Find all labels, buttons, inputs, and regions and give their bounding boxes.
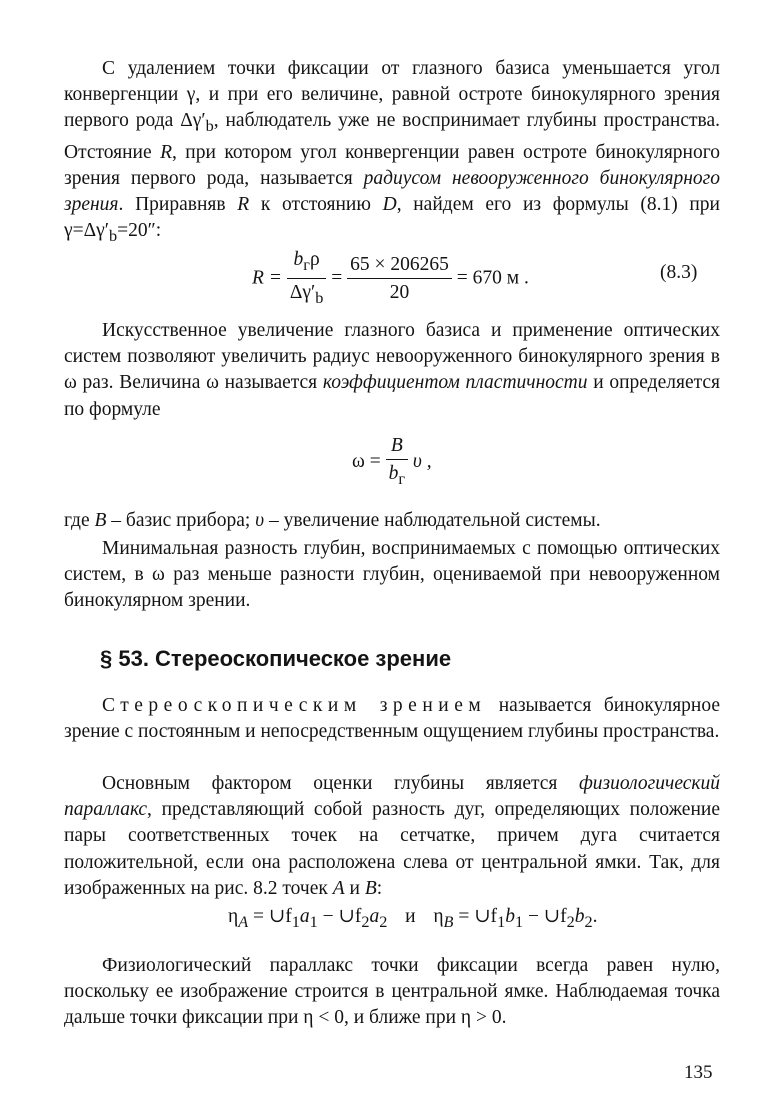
eta: η: [433, 906, 444, 927]
formula-8-3: [252, 248, 529, 310]
text: = ∪f: [248, 906, 292, 927]
sub: 1: [291, 912, 300, 931]
frac-num: 65 × 206265: [347, 253, 452, 279]
paragraph-where: [64, 508, 720, 534]
text: и определяется по формуле: [64, 372, 720, 420]
text: =20″:: [117, 220, 162, 242]
text: , найдем его из формулы (8.1) при γ=Δγ′: [64, 193, 720, 242]
formula-lhs: R =: [252, 267, 282, 289]
text: a: [369, 906, 380, 927]
frac-den: Δγ′: [289, 281, 316, 303]
text: , представляющий собой разность дуг, определяющих положение пары соответственных точек на сетчатке, причем дуга считается положительной, если она расположена слева от центральной ямки. Так, для изображенных на рис. 8.2 точек: [64, 799, 720, 899]
paragraph-parallax: [64, 771, 720, 902]
text: и: [344, 877, 365, 899]
section-heading: § 53. Стереоскопическое зрение: [100, 646, 452, 671]
paragraph-plasticity: [64, 318, 720, 423]
formula-lhs: ω =: [352, 450, 381, 472]
eta: η: [228, 906, 239, 927]
frac-num-sub: г: [303, 255, 310, 274]
formula-rhs: υ ,: [412, 450, 432, 472]
subscript: b: [109, 227, 118, 245]
frac-num: B: [386, 434, 408, 460]
text: = ∪f: [453, 906, 498, 927]
text: – увеличение наблюдательной системы.: [264, 510, 601, 531]
text: , наблюдатель уже не воспринимает глубины пространства. Отстояние: [64, 110, 720, 163]
text: . Приравняв: [118, 193, 238, 215]
text: a: [299, 906, 310, 927]
frac-den-sub: г: [398, 469, 406, 488]
text: .: [592, 906, 598, 927]
sub-A: A: [238, 912, 249, 931]
text: − ∪f: [523, 906, 567, 927]
equals: =: [331, 267, 343, 289]
term-parallax: физиологический параллакс: [64, 773, 720, 821]
term-plasticity: коэффициентом пластичности: [322, 372, 588, 394]
paragraph-fixation: Физиологический параллакс точки фиксации всегда равен нулю, поскольку ее изображение строится в центральной ямке. Наблюдаемая точка дальше точки фиксации при η < 0, и ближе при η > 0.: [64, 955, 720, 1029]
text: – базис прибора;: [106, 510, 256, 531]
paragraph-min-depth: Минимальная разность глубин, воспринимаемых с помощью оптических систем, в ω раз меньше разности глубин, оцениваемой при невооруженном бинокулярном зрении.: [64, 538, 720, 612]
sub: 2: [361, 912, 370, 931]
symbol-D: D: [382, 193, 397, 215]
sub: 1: [309, 912, 318, 931]
text: к отстоянию: [249, 193, 383, 215]
formula-omega: [352, 434, 432, 491]
sub: 2: [379, 912, 388, 931]
text: С удалением точки фиксации от глазного базиса уменьшается угол конвергенции γ, и при его величине, равной остроте бинокулярного зрения первого рода Δγ′: [64, 58, 720, 132]
fraction: [347, 253, 452, 305]
text: где: [64, 510, 95, 531]
sub: 1: [497, 912, 506, 931]
text: Основным фактором оценки глубины является: [102, 773, 579, 794]
sub: 2: [566, 912, 575, 931]
symbol-R: R: [237, 193, 250, 215]
term-stereo: Стереоскопическим зрением: [102, 695, 487, 716]
page-number: 135: [684, 1062, 713, 1083]
symbol-R: R: [160, 141, 172, 163]
frac-num: b: [293, 249, 304, 270]
fraction: [287, 248, 327, 310]
equation-number: (8.3): [660, 262, 698, 283]
paragraph-convergence: [64, 56, 720, 249]
sub: 2: [584, 912, 593, 931]
and: и: [405, 906, 416, 927]
subscript: b: [205, 117, 214, 136]
symbol-B: B: [364, 877, 377, 899]
frac-den: 20: [389, 281, 410, 303]
paragraph-stereo-definition: [64, 693, 720, 745]
text: b: [574, 906, 585, 927]
text: называется бинокулярное зрение с постоянным и непосредственным ощущением глубины пространства.: [64, 695, 720, 743]
text: b: [505, 906, 515, 927]
sub: 1: [514, 912, 524, 931]
formula-result: = 670 м .: [456, 267, 529, 289]
fraction: [386, 434, 408, 491]
formula-parallax: [228, 905, 598, 934]
frac-den: b: [388, 463, 399, 484]
term-radius: радиусом невооруженного бинокулярного зрения: [64, 167, 720, 215]
text: :: [376, 877, 383, 899]
symbol-A: A: [332, 877, 345, 899]
frac-den-sub: b: [315, 288, 324, 307]
sub-B: B: [443, 912, 454, 931]
symbol-v: υ: [255, 510, 265, 531]
rho: ρ: [309, 249, 320, 270]
text: , при котором угол конвергенции равен остроте бинокулярного зрения первого рода, называется: [64, 141, 720, 189]
text: − ∪f: [317, 906, 362, 927]
symbol-B: B: [94, 510, 107, 531]
text: Искусственное увеличение глазного базиса и применение оптических систем позволяют увеличить радиус невооруженного бинокулярного зрения в ω раз. Величина ω называется: [64, 320, 720, 394]
